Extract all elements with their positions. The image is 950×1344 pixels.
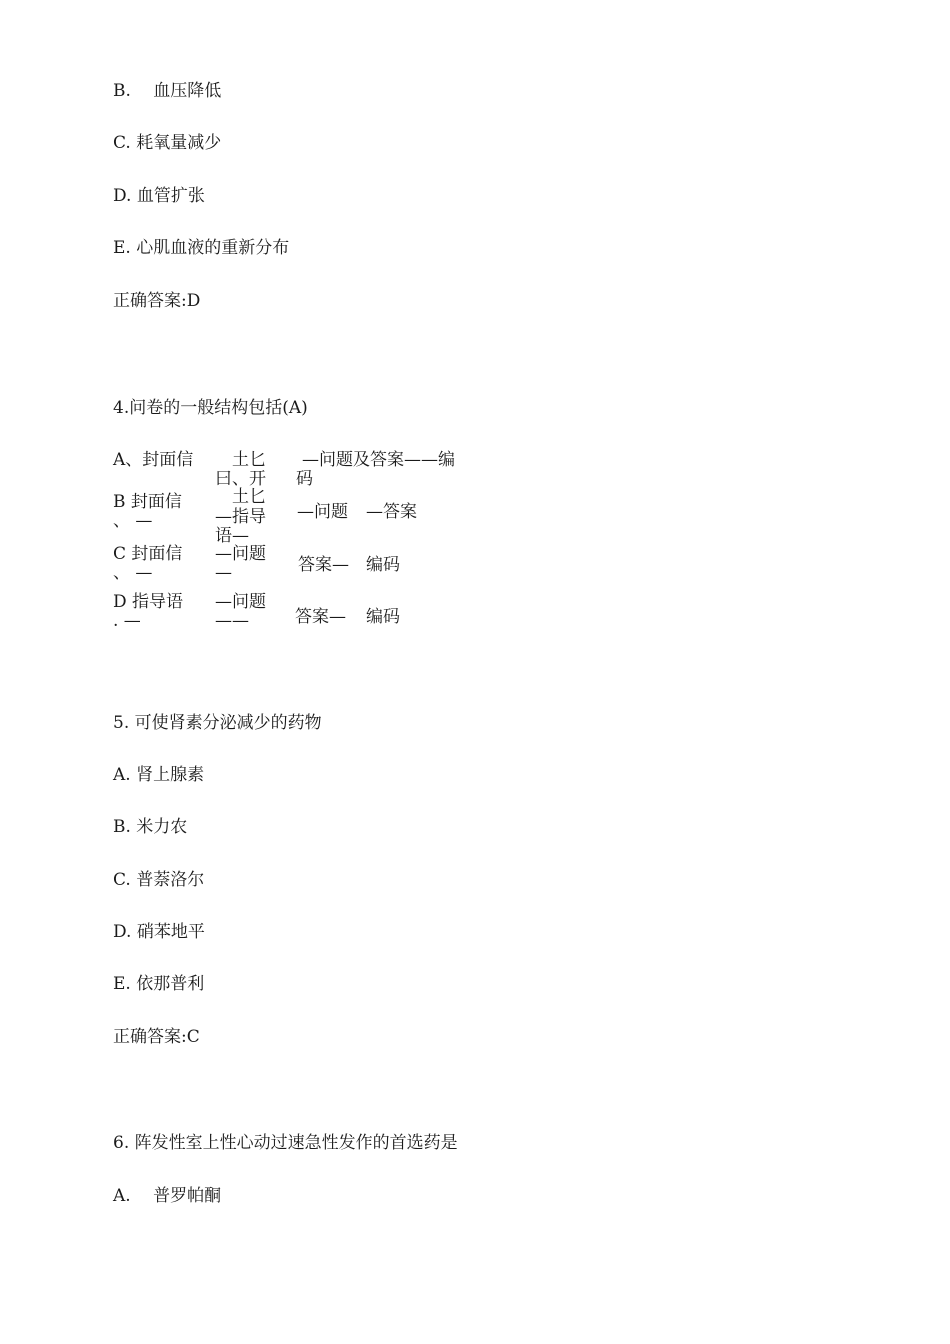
q5-option-b: B. 米力农	[113, 817, 188, 837]
q4-row-b-col4: —答案	[366, 502, 417, 522]
q4-row-d-col4: 编码	[366, 607, 400, 627]
q4-row-a-col1: A、封面信	[113, 450, 194, 470]
q4-row-d-col1-line2: . —	[113, 611, 141, 631]
q4-row-b-col2-line2: —指导	[215, 507, 266, 527]
q4-row-d-col3: 答案—	[295, 607, 346, 627]
q4-row-d-col2-line2: ——	[215, 611, 249, 631]
q3-option-c: C. 耗氧量减少	[113, 133, 222, 153]
q5-option-c: C. 普萘洛尔	[113, 870, 205, 890]
q4-row-c-col2-line1: —问题	[215, 544, 266, 564]
q4-row-c-col2-line2: —	[215, 563, 232, 583]
q4-row-a-col3-line1: —问题及答案——编	[302, 450, 455, 470]
q4-row-b-col2-line1: 土匕	[232, 487, 266, 507]
q4-row-d-col1-line1: D 指导语	[113, 592, 184, 612]
q4-row-b-col3: —问题	[297, 502, 348, 522]
q5-option-d: D. 硝苯地平	[113, 922, 205, 942]
q4-row-d-col2-line1: —问题	[215, 592, 266, 612]
q6-question: 6. 阵发性室上性心动过速急性发作的首选药是	[113, 1133, 458, 1153]
q4-row-a-col2-line1: 土匕	[232, 450, 266, 470]
q4-row-c-col4: 编码	[366, 555, 400, 575]
q4-row-c-col1-line2: 、 —	[113, 563, 153, 583]
q6-option-a: A. 普罗帕酮	[113, 1186, 222, 1206]
q4-row-b-col1-line1: B 封面信	[113, 492, 182, 512]
q3-option-b: B. 血压降低	[113, 81, 222, 101]
q5-answer: 正确答案:C	[113, 1027, 200, 1047]
q3-option-e: E. 心肌血液的重新分布	[113, 238, 290, 258]
q3-answer: 正确答案:D	[113, 291, 201, 311]
q5-question: 5. 可使肾素分泌减少的药物	[113, 713, 322, 733]
q3-option-d: D. 血管扩张	[113, 186, 205, 206]
q4-row-b-col1-line2: 、 —	[113, 511, 153, 531]
q4-row-a-col3-line2: 码	[296, 469, 313, 489]
q4-row-c-col1-line1: C 封面信	[113, 544, 183, 564]
q4-row-b-col2-line3: 语—	[215, 526, 249, 546]
q5-option-a: A. 肾上腺素	[113, 765, 205, 785]
q4-question: 4.问卷的一般结构包括(A)	[113, 398, 308, 418]
q4-row-a-col2-line2: 曰、开	[215, 469, 266, 489]
q4-row-c-col3: 答案—	[298, 555, 349, 575]
q5-option-e: E. 依那普利	[113, 974, 205, 994]
